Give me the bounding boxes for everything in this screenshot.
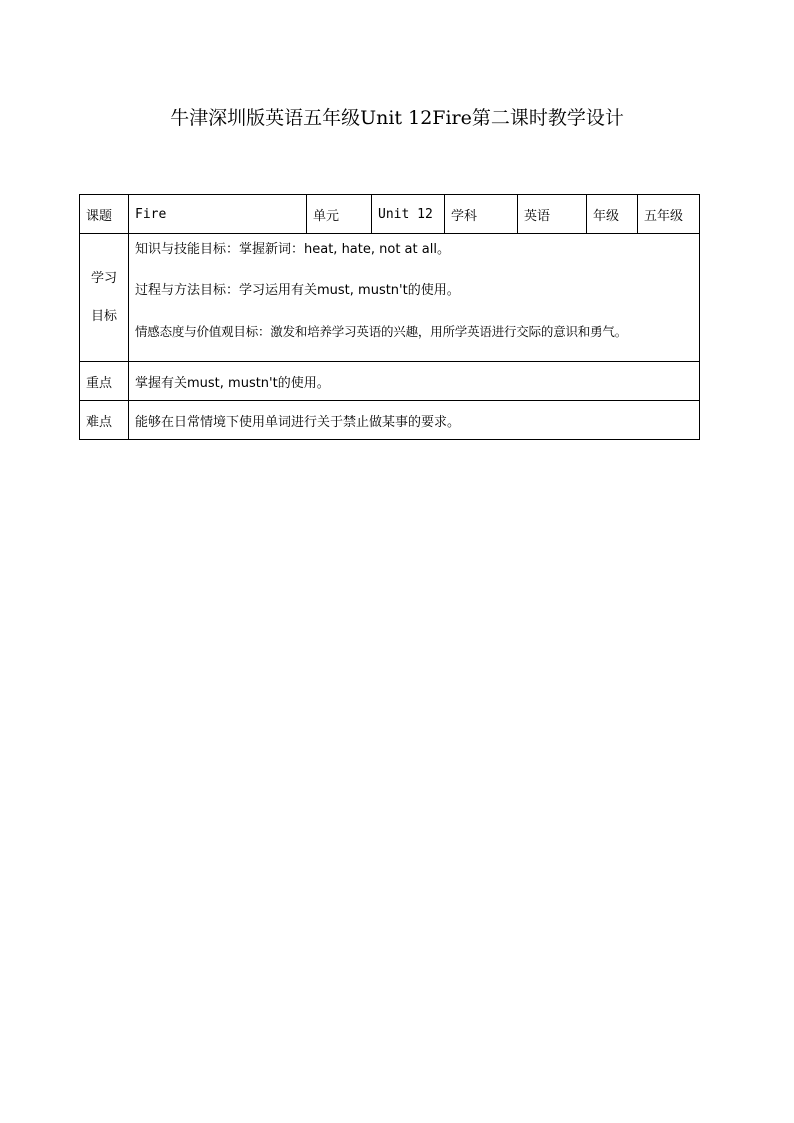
table-row-header (80, 195, 700, 234)
key-points-value: 掌握有关must, mustn't的使用。 (129, 362, 700, 401)
objective-knowledge: 知识与技能目标：掌握新词：heat, hate, not at all。 (135, 242, 450, 257)
table-row-difficulties (80, 401, 700, 440)
lesson-plan-table (79, 194, 700, 440)
objectives-label (80, 234, 129, 362)
grade-label: 年级 (587, 195, 638, 234)
topic-label: 课题 (80, 195, 129, 234)
objectives-content (129, 234, 700, 362)
objectives-label-line1: 学习 (90, 270, 117, 286)
grade-value: 五年级 (638, 195, 700, 234)
topic-value: Fire (129, 195, 307, 234)
objective-process: 过程与方法目标：学习运用有关must, mustn't的使用。 (135, 283, 460, 298)
unit-value: Unit 12 (372, 195, 445, 234)
difficulties-value: 能够在日常情境下使用单词进行关于禁止做某事的要求。 (129, 401, 700, 440)
difficulties-label: 难点 (80, 401, 129, 440)
objectives-label-line2: 目标 (90, 308, 117, 324)
table-row-objectives (80, 234, 700, 362)
key-points-label: 重点 (80, 362, 129, 401)
objective-attitude: 情感态度与价值观目标：激发和培养学习英语的兴趣，用所学英语进行交际的意识和勇气。 (135, 324, 628, 339)
document-title: 牛津深圳版英语五年级Unit 12Fire第二课时教学设计 (170, 107, 624, 129)
subject-value: 英语 (518, 195, 587, 234)
unit-label: 单元 (307, 195, 372, 234)
subject-label: 学科 (445, 195, 518, 234)
table-row-key-points (80, 362, 700, 401)
